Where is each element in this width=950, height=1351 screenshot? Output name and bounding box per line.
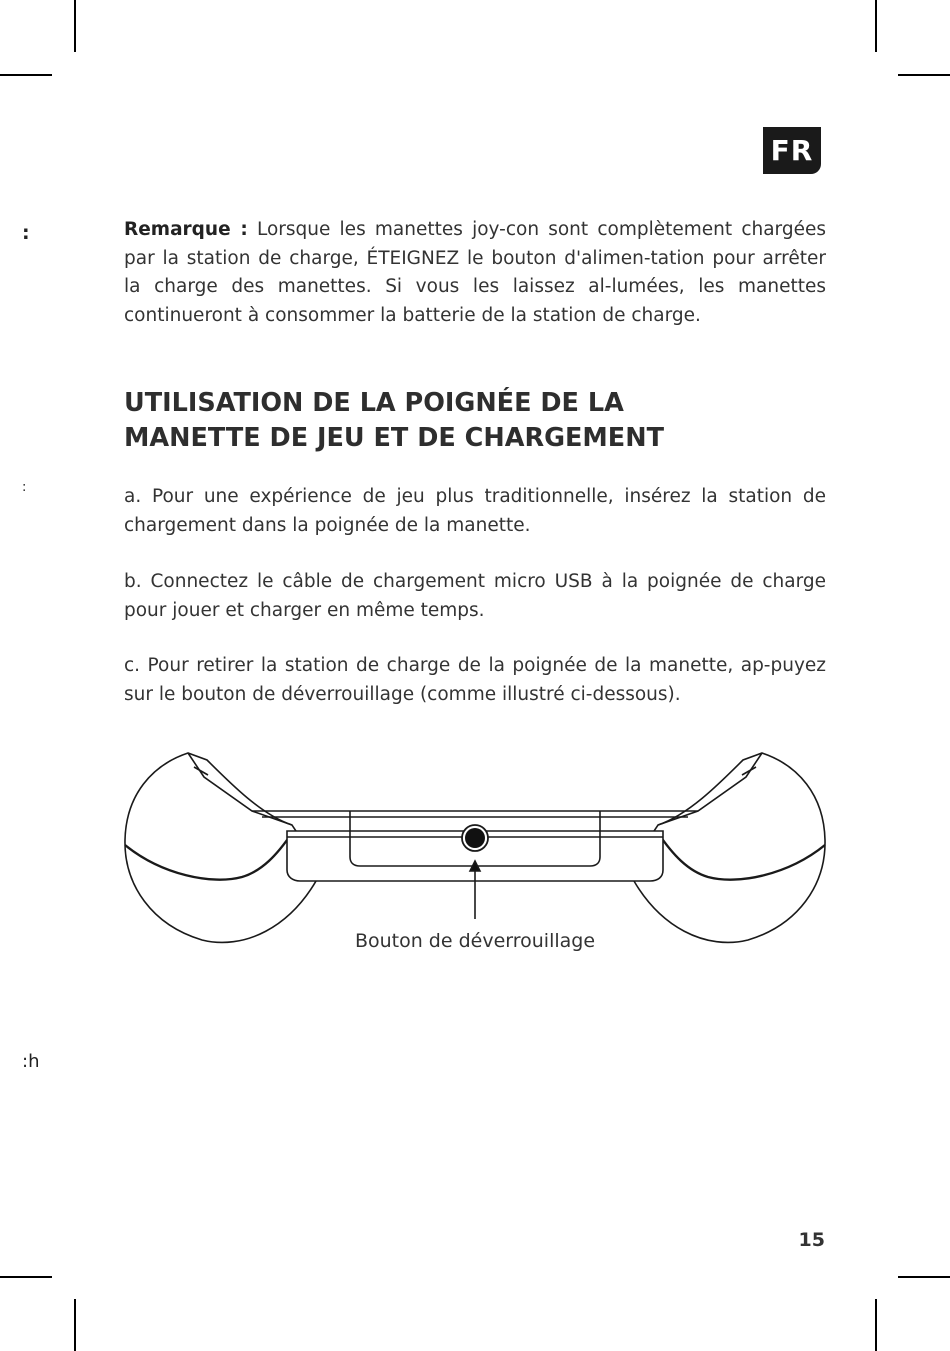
crop-mark [875, 0, 877, 52]
edge-mark: : [22, 222, 30, 244]
crop-mark [74, 0, 76, 52]
crop-mark [74, 1299, 76, 1351]
crop-mark [875, 1299, 877, 1351]
note-paragraph [124, 216, 826, 330]
page-number: 15 [798, 1229, 825, 1251]
crop-mark [0, 74, 52, 76]
step-a: a. Pour une expérience de jeu plus traditionnelle, insérez la station de chargement dans la poignée de la manette. [124, 486, 826, 536]
section-heading-line1: UTILISATION DE LA POIGNÉE DE LA [124, 388, 624, 418]
step-c: c. Pour retirer la station de charge de la poignée de la manette, ap-puyez sur le bouton de déverrouillage (comme illustré ci-dessous). [124, 655, 826, 705]
edge-mark: :h [22, 1051, 40, 1072]
section-heading [124, 386, 844, 456]
note-label: Remarque : [124, 219, 248, 240]
edge-mark: : [22, 480, 27, 495]
note-text: Lorsque les manettes joy-con sont complètement chargées par la station de charge, ÉTEIGNEZ le bouton d'alimen-tation pour arrêter la charge des manettes. Si vous les laissez al-lumées, les manettes continueront à consommer la batterie de la station de charge. [124, 219, 826, 326]
controller-grip-illustration [122, 745, 828, 945]
language-badge: FR [763, 127, 821, 174]
step-b: b. Connectez le câble de chargement micro USB à la poignée de charge pour jouer et charger en même temps. [124, 571, 826, 621]
crop-mark [0, 1276, 52, 1278]
section-heading-line2: MANETTE DE JEU ET DE CHARGEMENT [124, 423, 664, 453]
illustration-caption: Bouton de déverrouillage [354, 930, 596, 952]
crop-mark [898, 1276, 950, 1278]
crop-mark [898, 74, 950, 76]
